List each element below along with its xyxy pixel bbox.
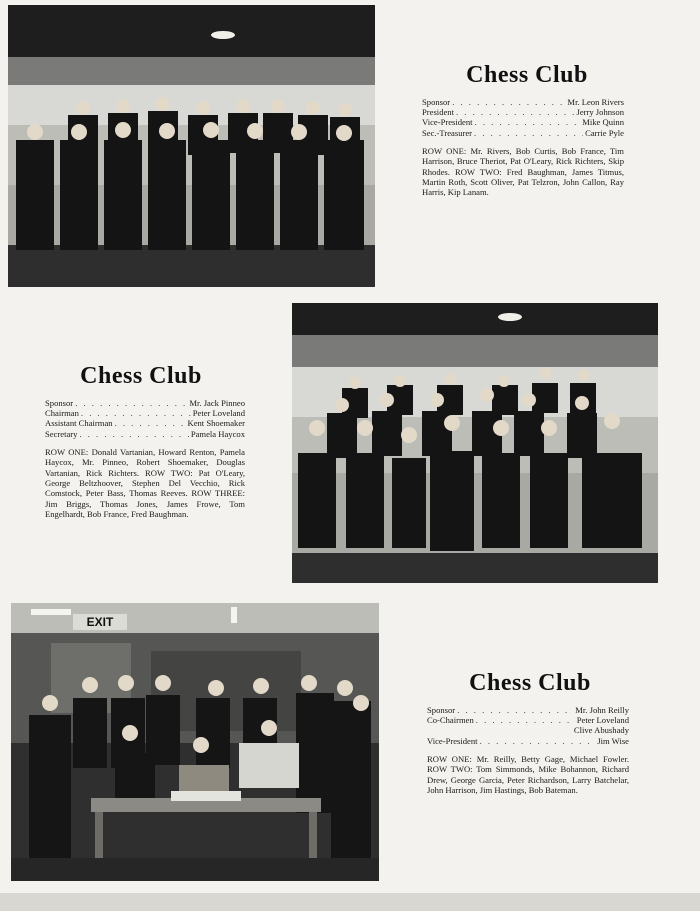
officer-role: Vice-President (422, 117, 473, 128)
section-title: Chess Club (469, 670, 591, 696)
officer-name: Mike Quinn (582, 117, 624, 128)
officer-row (45, 429, 245, 439)
officer-role: President (422, 107, 454, 118)
leader-dots (81, 408, 191, 418)
section-title: Chess Club (80, 363, 202, 389)
officer-row (422, 117, 624, 127)
chess-club-photo-3 (11, 603, 379, 881)
section-title: Chess Club (466, 62, 588, 88)
leader-dots (474, 128, 583, 138)
officer-row (45, 408, 245, 418)
officer-row (422, 128, 624, 138)
officer-row (422, 107, 624, 117)
officer-role: Sponsor (422, 97, 451, 107)
officer-row (45, 418, 245, 428)
roster-text: ROW ONE: Donald Vartanian, Howard Renton, Pamela Haycox, Mr. Pinneo, Robert Shoemaker, Douglas Vartanian, Rick Richters. ROW TWO: Pat O'Leary, George Beltzhoover, Stephen Del Vecchio, Rick Comstock, Peter Bass, Thomas Reeves. ROW THREE: Jim Briggs, Thomas Jones, James Frowe, Tom Engelhardt, Bob France, Fred Baughman. (45, 446, 245, 520)
chess-club-section-2 (45, 363, 245, 520)
chess-club-photo-2 (292, 303, 658, 583)
officer-name: Peter Loveland (576, 715, 629, 726)
officer-name: Peter Loveland (192, 408, 245, 419)
leader-dots (115, 418, 186, 428)
group-photo-3-image (11, 603, 379, 881)
officer-name: Mr. Jack Pinneo (189, 398, 245, 408)
officer-name: Kent Shoemaker (187, 418, 245, 429)
officer-role: Co-Chairmen (427, 715, 474, 726)
officer-row (427, 715, 629, 725)
officers-list (45, 398, 245, 439)
leader-dots (456, 107, 575, 117)
officer-name: Mr. John Reilly (575, 705, 629, 715)
leader-dots (452, 97, 565, 107)
officer-row (45, 398, 245, 408)
leader-dots (480, 736, 596, 746)
leader-dots (475, 117, 581, 127)
group-photo-1-image (8, 5, 375, 287)
chess-club-section-1 (422, 62, 624, 198)
officer-role: Vice-President (427, 735, 478, 746)
leader-dots (476, 715, 575, 725)
leader-dots (75, 398, 187, 408)
roster-text: ROW ONE: Mr. Rivers, Bob Curtis, Bob France, Tim Harrison, Bruce Theriot, Pat O'Leary, Rick Richters, Skip Rhodes. ROW TWO: Fred Baughman, James Titmus, Martin Roth, Scott Oliver, Pat Telzron, John Callon, Ray Harris, Kip Lanam. (422, 145, 624, 198)
officer-role: Secretary (45, 428, 78, 439)
page-bottom-edge (0, 893, 700, 911)
officer-role: Sponsor (427, 705, 456, 715)
officer-row (422, 97, 624, 107)
officer-name-continued: Clive Abushady (573, 725, 629, 736)
officer-row (427, 705, 629, 715)
chess-club-photo-1 (8, 5, 375, 287)
officer-name: Pamela Haycox (190, 428, 245, 439)
officer-role: Assistant Chairman (45, 418, 113, 429)
group-photo-2-image (292, 303, 658, 583)
officer-name: Carrie Pyle (585, 127, 624, 138)
chess-club-section-3 (427, 670, 629, 795)
officer-name: Jim Wise (597, 735, 629, 746)
officer-name: Jerry Johnson (576, 107, 624, 118)
roster-text: ROW ONE: Mr. Reilly, Betty Gage, Michael Fowler. ROW TWO: Tom Simmonds, Mike Bohannon, Richard Drew, George Garcia, Peter Richardson, Larry Batchelar, John Harrison, Jim Hastings, Bob Bateman. (427, 753, 629, 796)
officers-list (422, 97, 624, 138)
leader-dots (457, 705, 573, 715)
officers-list (427, 705, 629, 746)
officer-name: Mr. Leon Rivers (567, 97, 624, 107)
leader-dots (79, 429, 188, 439)
officer-role: Sec.-Treasurer (422, 127, 473, 138)
officer-role: Chairman (45, 408, 79, 419)
officer-row (427, 736, 629, 746)
exit-sign: EXIT (86, 615, 114, 629)
officer-role: Sponsor (45, 398, 74, 408)
